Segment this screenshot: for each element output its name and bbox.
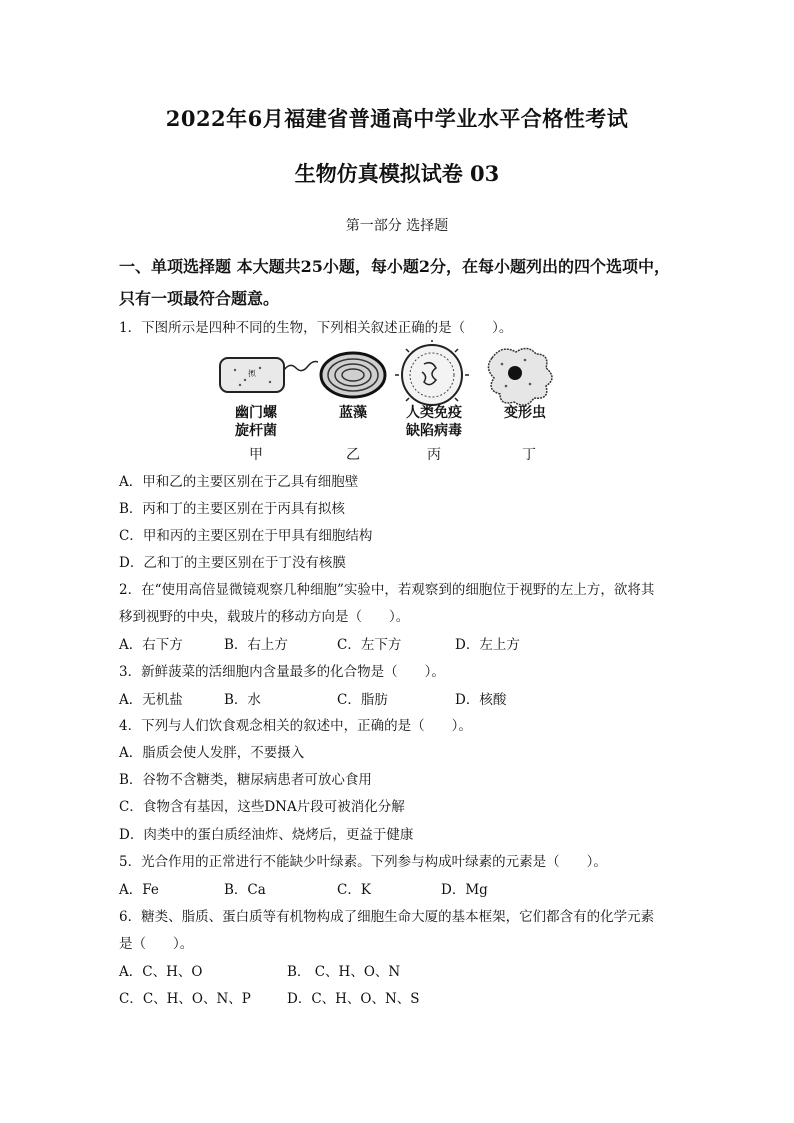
q6-stem-line1: 6．糖类、脂质、蛋白质等有机物构成了细胞生命大厦的基本框架，它们都含有的化学元素 <box>119 909 655 925</box>
q6-option-c: C．C、H、O、N、P <box>119 991 251 1007</box>
q3-option-a: A．无机盐 <box>119 692 183 708</box>
figure-label-ding: 变形虫 <box>504 405 546 421</box>
figure-label-bing: 人类免疫 缺陷病毒 <box>406 405 462 439</box>
q5-option-b: B．Ca <box>224 882 266 898</box>
figure-letter-bing: 丙 <box>427 447 441 463</box>
q3-option-b: B．水 <box>224 692 261 708</box>
q6-option-a: A．C、H、O <box>119 964 203 980</box>
q4-option-b: B．谷物不含糖类，糖尿病患者可放心食用 <box>119 772 372 788</box>
q3-option-c: C．脂肪 <box>337 692 388 708</box>
figure-label-jia: 幽门螺 旋杆菌 <box>235 405 277 439</box>
q2-option-c: C．左下方 <box>337 637 402 653</box>
q5-option-a: A．Fe <box>119 882 159 898</box>
organisms-figure <box>210 340 580 465</box>
q6-option-b: B． C、H、O、N <box>287 964 401 980</box>
q3-stem: 3．新鲜菠菜的活细胞内含量最多的化合物是（ ）。 <box>119 664 445 680</box>
q3-option-d: D．核酸 <box>455 692 507 708</box>
exam-title: 2022年6月福建省普通高中学业水平合格性考试 <box>165 106 629 131</box>
exam-subtitle: 生物仿真模拟试卷 03 <box>294 161 500 186</box>
bacterium-drawing <box>220 358 318 392</box>
section-heading-line2: 只有一项最符合题意。 <box>119 289 280 308</box>
q1-option-d: D．乙和丁的主要区别在于丁没有核膜 <box>119 555 346 571</box>
q2-option-a: A．右下方 <box>119 637 183 653</box>
figure-letter-jia: 甲 <box>249 447 263 463</box>
q5-option-c: C．K <box>337 882 371 898</box>
q4-option-c: C．食物含有基因，这些DNA片段可被消化分解 <box>119 799 405 815</box>
figure-letter-ding: 丁 <box>522 447 536 463</box>
q6-option-d: D．C、H、O、N、S <box>287 991 420 1007</box>
q1-option-a: A．甲和乙的主要区别在于乙具有细胞壁 <box>119 474 359 490</box>
q4-option-a: A．脂质会使人发胖，不要摄入 <box>119 745 305 761</box>
q6-stem-line2: 是（ ）。 <box>119 936 194 952</box>
q1-stem: 1．下图所示是四种不同的生物，下列相关叙述正确的是（ ）。 <box>119 320 513 336</box>
part-heading: 第一部分 选择题 <box>345 218 449 234</box>
q2-option-b: B．右上方 <box>224 637 288 653</box>
q1-option-b: B．丙和丁的主要区别在于丙具有拟核 <box>119 501 345 517</box>
q4-option-d: D．肉类中的蛋白质经油炸、烧烤后，更益于健康 <box>119 827 414 843</box>
q1-option-c: C．甲和丙的主要区别在于甲具有细胞结构 <box>119 528 373 544</box>
amoeba-drawing <box>488 348 552 405</box>
q4-stem: 4．下列与人们饮食观念相关的叙述中，正确的是（ ）。 <box>119 718 472 734</box>
q2-stem-line2: 移到视野的中央，载玻片的移动方向是（ ）。 <box>119 609 410 625</box>
q5-option-d: D．Mg <box>441 882 488 898</box>
q2-stem-line1: 2．在“使用高倍显微镜观察几种细胞”实验中，若观察到的细胞位于视野的左上方，欲将其 <box>119 582 655 598</box>
q2-option-d: D．左上方 <box>455 637 520 653</box>
hiv-drawing <box>395 340 469 412</box>
figure-letter-yi: 乙 <box>346 447 360 463</box>
section-heading-line1: 一、单项选择题 本大题共25小题，每小题2分，在每小题列出的四个选项中， <box>119 257 670 276</box>
svg-text:拟: 拟 <box>248 369 256 378</box>
cyanobacteria-drawing <box>321 353 385 397</box>
q5-stem: 5．光合作用的正常进行不能缺少叶绿素。下列参与构成叶绿素的元素是（ ）。 <box>119 854 607 870</box>
figure-label-yi: 蓝藻 <box>339 405 367 421</box>
